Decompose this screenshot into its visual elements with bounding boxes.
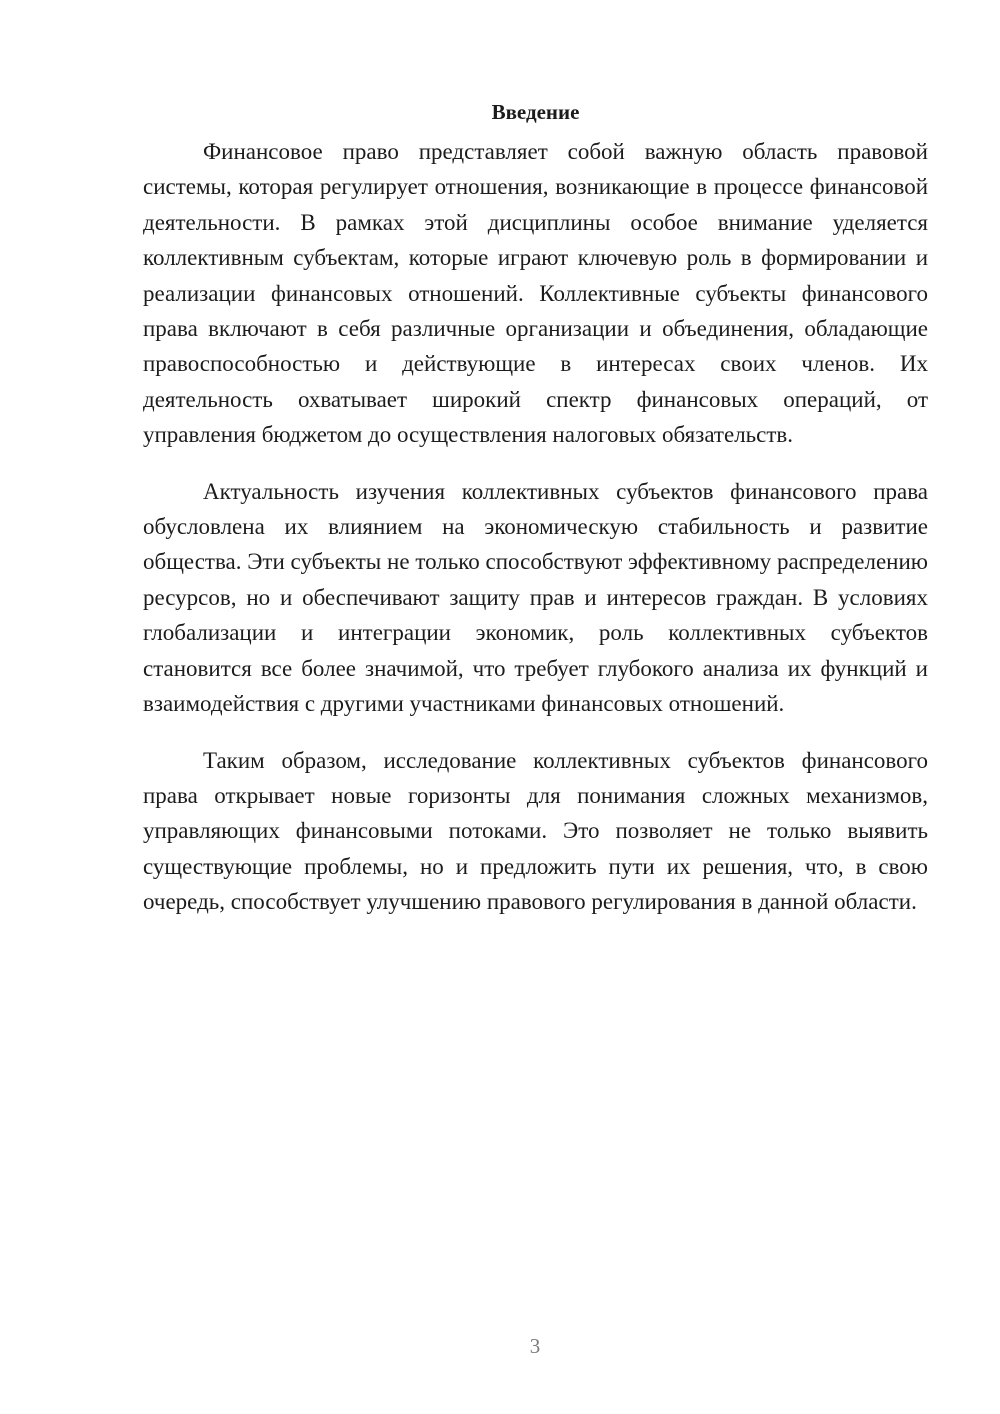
paragraph-3: Таким образом, исследование коллективных субъектов финансового права открывает новые горизонты для понимания сложных механизмов, управляющих финансовыми потоками. Это позволяет не только выявить существующие проблемы, но и предложить пути их решения, что, в свою очередь, способствует улучшению правового регулирования в данной области. — [143, 747, 928, 915]
paragraph-2: Актуальность изучения коллективных субъектов финансового права обусловлена их влиянием на экономическую стабильность и развитие общества. Эти субъекты не только способствуют эффективному распределению ресурсов, но и обеспечивают защиту прав и интересов граждан. В условиях глобализации и интеграции экономик, роль коллективных субъектов становится все более значимой, что требует глубокого анализа их функций и взаимодействия с другими участниками финансовых отношений. — [143, 478, 928, 717]
page-content — [143, 100, 928, 941]
page-number: 3 — [529, 1334, 541, 1358]
section-heading: Введение — [491, 100, 580, 124]
paragraph-1: Финансовое право представляет собой важную область правовой системы, которая регулирует отношения, возникающие в процессе финансовой деятельности. В рамках этой дисциплины особое внимание уделяется коллективным субъектам, которые играют ключевую роль в формировании и реализации финансовых отношений. Коллективные субъекты финансового права включают в себя различные организации и объединения, обладающие правоспособностью и действующие в интересах своих членов. Их деятельность охватывает широкий спектр финансовых операций, от управления бюджетом до осуществления налоговых обязательств. — [143, 139, 928, 448]
